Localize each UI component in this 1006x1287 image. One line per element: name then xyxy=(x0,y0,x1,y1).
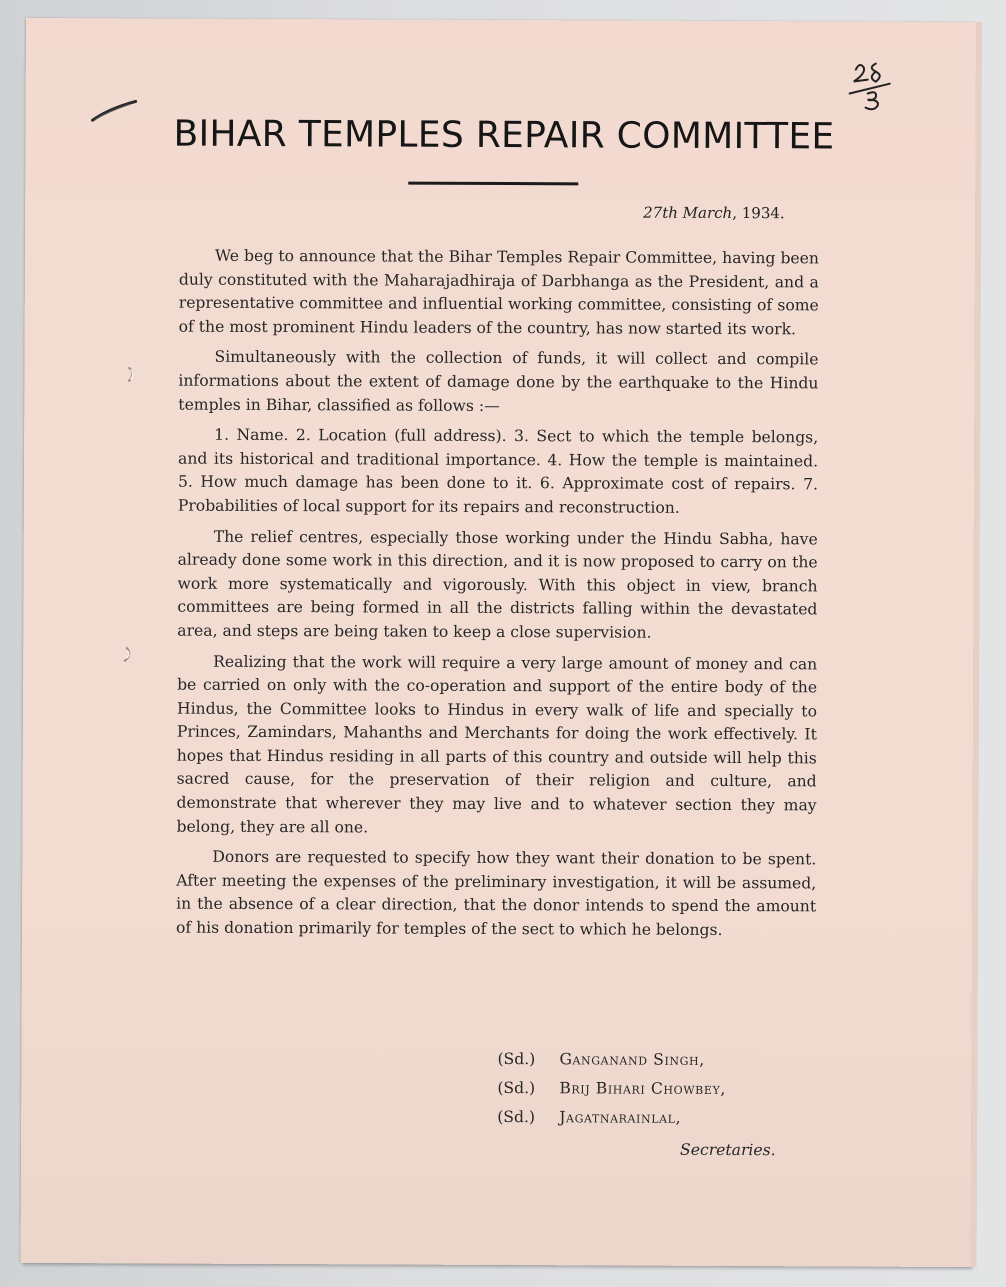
paragraph-announcement: We beg to announce that the Bihar Temples Repair Committee, having been duly constituted with the Maharajadhiraja of Darbhanga as the President, and a representative committee and influential working committee, consisting of some of the most prominent Hindu leaders of the country, has now started its work. xyxy=(178,246,820,339)
handwritten-note xyxy=(846,60,894,112)
pen-mark-icon xyxy=(90,98,140,124)
signatory-row xyxy=(497,1079,726,1109)
date-year: , 1934. xyxy=(732,204,785,223)
signatory-row xyxy=(497,1050,726,1080)
signatories-role: Secretaries. xyxy=(680,1140,776,1160)
document-sheet xyxy=(21,18,976,1267)
signatory-name: Ganganand Singh, xyxy=(559,1050,705,1069)
signatory-row xyxy=(497,1108,726,1138)
signatory-prefix: (Sd.) xyxy=(497,1107,536,1127)
signatory-name: Jagatnarainlal, xyxy=(559,1108,682,1127)
signatory-name: Brij Bihari Chowbey, xyxy=(559,1079,726,1098)
paragraph-donors: Donors are requested to specify how they want their donation to be spent. After meeting the expenses of the preliminary investigation, it will be assumed, in the absence of a clear direction, that the donor intends to spend the amount of his donation primarily for temples of the sect to which he belongs. xyxy=(175,847,817,940)
paragraph-classification-list: 1. Name. 2. Location (full address). 3. Sect to which the temple belongs, and its historical and traditional importance. 4. How the temple is maintained. 5. How much damage has been done to it. 6. Approximate cost of repairs. 7. Probabilities of local support for its repairs and reconstruction. xyxy=(177,425,819,517)
document-body xyxy=(176,245,819,950)
punch-hole-mark xyxy=(124,365,138,383)
signatory-prefix: (Sd.) xyxy=(497,1078,536,1098)
signatory-prefix: (Sd.) xyxy=(497,1049,536,1069)
punch-hole-mark xyxy=(121,645,135,663)
signature-block xyxy=(497,1050,726,1138)
title-underline xyxy=(408,182,578,186)
paragraph-appeal: Realizing that the work will require a very large amount of money and can be carried on only with the co-operation and support of the entire body of the Hindus, the Committee looks to Hindus in every walk of life and specially to Princes, Zamindars, Mahanths and Merchants for doing the work effectively. It hopes that Hindus residing in all parts of this country and outside will help this sacred cause, for the preservation of their religion and culture, and demonstrate that wherever they may live and to whatever section they may belong, they are all one. xyxy=(176,652,818,837)
paragraph-collection: Simultaneously with the collection of funds, it will collect and compile informations about the extent of damage done by the earthquake to the Hindu temples in Bihar, classified as follows :— xyxy=(178,348,819,415)
date-day: 27th March xyxy=(643,203,733,223)
paragraph-relief-centres: The relief centres, especially those working under the Hindu Sabha, have already done some work in this direction, and it is now proposed to carry on the work more systematically and vigorously. With this object in view, branch committees are being formed in all the districts falling within the devastated area, and steps are being taken to keep a close supervision. xyxy=(177,527,818,642)
document-date xyxy=(643,204,785,223)
document-title: BIHAR TEMPLES REPAIR COMMITTEE xyxy=(173,113,835,158)
